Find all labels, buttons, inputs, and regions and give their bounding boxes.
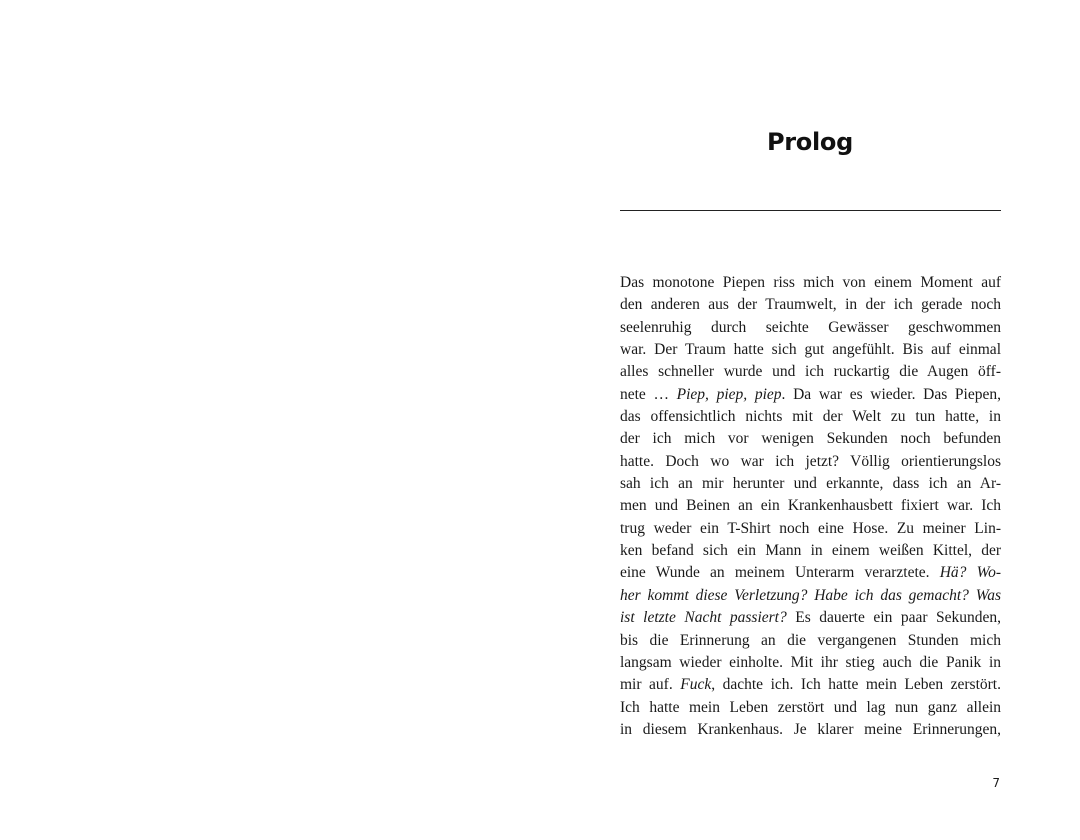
text-run: in diesem Krankenhaus. Je klarer meine Erinnerungen, [620, 720, 1001, 738]
text-run: der ich mich vor wenigen Sekunden noch befunden [620, 430, 1001, 448]
text-run: langsam wieder einholte. Mit ihr stieg auch die Panik in [620, 653, 1001, 671]
text-run: den anderen aus der Traumwelt, in der ich gerade noch [620, 296, 1001, 314]
text-line [620, 630, 1001, 652]
text-line [620, 317, 1001, 339]
page-number: 7 [992, 776, 1000, 790]
text-line [620, 294, 1001, 316]
text-run: Es dauerte ein paar Sekunden, [786, 609, 1002, 627]
text-run: war. Der Traum hatte sich gut angefühlt. Bis auf einmal [620, 341, 1001, 359]
text-run: hatte. Doch wo war ich jetzt? Völlig orientierungslos [620, 452, 1001, 470]
text-line [620, 719, 1001, 741]
text-line [620, 562, 1001, 584]
text-line [620, 585, 1001, 607]
text-line [620, 540, 1001, 562]
text-line [620, 428, 1001, 450]
text-run: eine Wunde an meinem Unterarm verarztete. [620, 564, 940, 582]
italic-text: ist letzte Nacht passiert? [620, 609, 787, 627]
text-run: trug weder ein T-Shirt noch eine Hose. Zu meiner Lin- [620, 519, 1001, 537]
text-line [620, 697, 1001, 719]
text-line [620, 607, 1001, 629]
text-run: seelenruhig durch seichte Gewässer geschwommen [620, 318, 1001, 336]
text-line [620, 473, 1001, 495]
text-run: Ich hatte mein Leben zerstört und lag nun ganz allein [620, 698, 1001, 716]
text-run: alles schneller wurde und ich ruckartig die Augen öff- [620, 363, 1001, 381]
text-line [620, 339, 1001, 361]
text-run: Das monotone Piepen riss mich von einem Moment auf [620, 274, 1001, 291]
text-line [620, 495, 1001, 517]
text-run: ken befand sich ein Mann in einem weißen Kittel, der [620, 542, 1001, 560]
text-run: men und Beinen an ein Krankenhausbett fixiert war. Ich [620, 497, 1001, 515]
text-line [620, 652, 1001, 674]
text-line [620, 518, 1001, 540]
text-line [620, 384, 1001, 406]
title-divider [620, 210, 1001, 211]
italic-text: Piep, piep, piep [676, 385, 782, 403]
italic-text: Fuck [680, 676, 712, 694]
text-run: . Da war es wieder. Das Piepen, [781, 385, 1001, 403]
text-line [620, 272, 1001, 294]
italic-text: Hä? Wo- [939, 564, 1001, 582]
body-text [620, 272, 1001, 741]
text-run: bis die Erinnerung an die vergangenen Stunden mich [620, 631, 1001, 649]
text-run: mir auf. [620, 676, 681, 694]
text-line [620, 451, 1001, 473]
text-run: nete … [620, 385, 677, 403]
italic-text: her kommt diese Verletzung? Habe ich das gemacht? Was [620, 586, 1001, 604]
text-line [620, 674, 1001, 696]
text-run: , dachte ich. Ich hatte mein Leben zerstört. [711, 676, 1001, 694]
text-run: das offensichtlich nichts mit der Welt zu tun hatte, in [620, 408, 1001, 426]
text-line [620, 406, 1001, 428]
text-line [620, 361, 1001, 383]
text-run: sah ich an mir herunter und erkannte, dass ich an Ar- [620, 475, 1001, 493]
chapter-title: Prolog [766, 128, 853, 156]
